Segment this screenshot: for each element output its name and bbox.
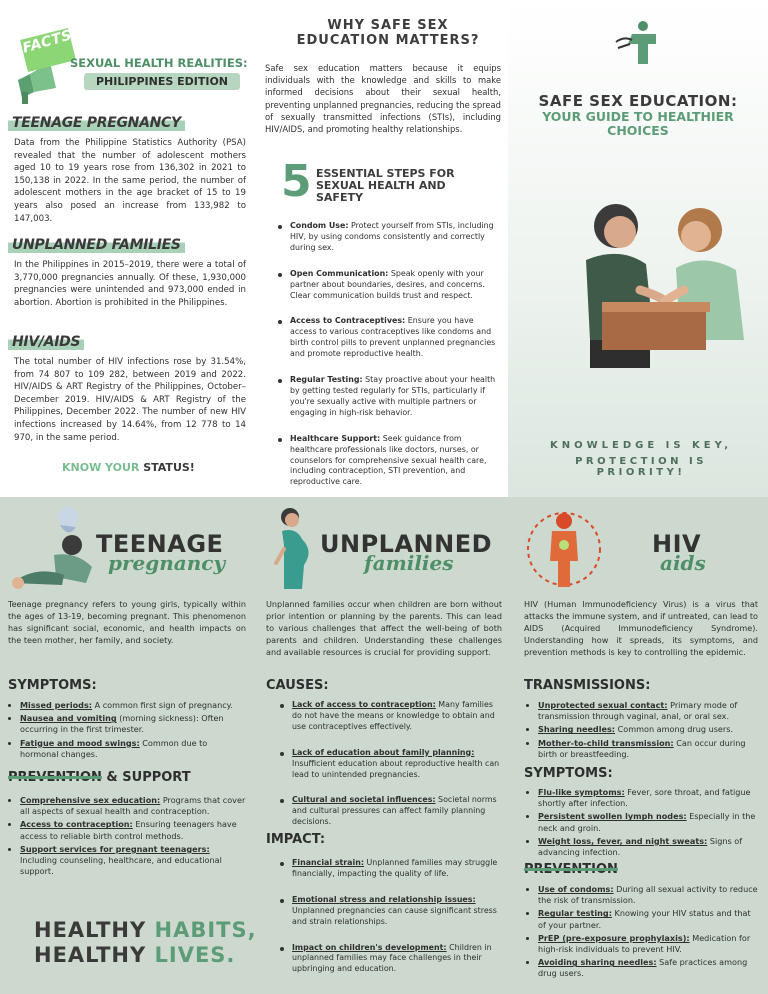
list-item bbox=[280, 895, 502, 928]
step-text: Speak openly with your partner about boundaries, desires, and concerns. Clear communication builds trust and respect. bbox=[290, 268, 485, 300]
step-text: Seek guidance from healthcare professionals like doctors, nurses, or counselors for comprehensive sexual health care, including contraception, STI prevention, and reproductive care. bbox=[290, 433, 487, 487]
list-item bbox=[280, 858, 502, 880]
item-text: Safe practices among drug users. bbox=[538, 957, 748, 979]
item-label: Missed periods: bbox=[20, 700, 93, 710]
item-text: Knowing your HIV status and that of your partner. bbox=[538, 908, 751, 930]
main-title: SAFE SEX EDUCATION: bbox=[538, 92, 738, 110]
healthy-word: HEALTHY bbox=[34, 943, 155, 967]
know-your-label: KNOW YOUR bbox=[62, 461, 144, 474]
unplanned-panel-script: families bbox=[364, 551, 454, 575]
hiv-aids-text: The total number of HIV infections rose by 31.54%, from 74 807 to 109 282, between 2019 and 2022. HIV/AIDS & ART Registry of the Philippines, October–December 2019. HIV/AIDS & ART Registry of the Philippines, December 2022. The number of new HIV infections increased by 14.64%, from 12 778 to 14 970, in the same period. bbox=[14, 357, 246, 443]
list-item bbox=[20, 844, 246, 878]
teen-pregnancy-heading: TEENAGE PREGNANCY bbox=[8, 115, 185, 131]
item-label: Unprotected sexual contact: bbox=[538, 700, 668, 710]
item-label: Lack of access to contraception: bbox=[292, 700, 436, 709]
item-text: Can occur during birth or breastfeeding. bbox=[538, 737, 746, 759]
list-item bbox=[280, 943, 502, 976]
teen-prevention-list bbox=[10, 795, 246, 879]
item-text: (morning sickness): Often occurring in the first trimester. bbox=[20, 713, 224, 735]
transmissions-list bbox=[528, 700, 760, 762]
step-label: Access to Contraceptives: bbox=[290, 316, 406, 326]
item-text: Unplanned families may struggle financially, impacting the quality of life. bbox=[292, 858, 498, 878]
healthy-habits-slogan bbox=[34, 918, 257, 968]
list-item bbox=[20, 713, 246, 735]
teen-panel-title: TEENAGE bbox=[96, 530, 224, 558]
pregnant-woman-illustration bbox=[268, 505, 318, 593]
item-text: Children in unplanned families may face challenges in their upbringing and education. bbox=[292, 942, 492, 974]
healthy-word: HEALTHY bbox=[34, 918, 155, 942]
list-item bbox=[538, 933, 760, 955]
why-heading: WHY SAFE SEX EDUCATION MATTERS? bbox=[296, 18, 480, 48]
step-item bbox=[278, 221, 500, 254]
item-text: During all sexual activity to reduce the risk of transmission. bbox=[538, 884, 758, 906]
lives-word: LIVES. bbox=[154, 943, 236, 967]
tagline-line2: PROTECTION IS PRIORITY! bbox=[575, 456, 707, 478]
habits-word: HABITS, bbox=[154, 918, 257, 942]
hiv-prevention-list bbox=[528, 884, 760, 982]
facts-badge: FACTS bbox=[20, 27, 74, 57]
teen-pregnancy-text: Data from the Philippine Statistics Authority (PSA) revealed that the number of adolescent mothers aged 10 to 19 years rose from 136,302 in 2021 to 150,138 in 2022. In the same period, the number of adolescent mothers in the age bracket of 15 to 19 years also posed an increase from 133,982 to 147,003. bbox=[14, 138, 246, 224]
support-word: & SUPPORT bbox=[101, 770, 191, 785]
list-item bbox=[538, 957, 760, 979]
list-item bbox=[20, 700, 246, 711]
item-text: Signs of advancing infection. bbox=[538, 835, 743, 858]
list-item bbox=[538, 724, 760, 735]
item-label: Sharing needles: bbox=[538, 724, 616, 735]
causes-heading: CAUSES: bbox=[266, 678, 329, 693]
impact-heading: IMPACT: bbox=[266, 832, 326, 847]
steps-list bbox=[268, 221, 500, 503]
list-item bbox=[20, 819, 246, 841]
item-text: Many families do not have the means or knowledge to obtain and use contraceptives effectively. bbox=[292, 700, 495, 731]
list-item bbox=[538, 787, 760, 809]
item-text: Primary mode of transmission through vaginal, anal, or oral sex. bbox=[538, 700, 738, 722]
item-label: Access to contraception: bbox=[20, 819, 133, 830]
unplanned-families-heading: UNPLANNED FAMILIES bbox=[8, 237, 185, 253]
item-text: Ensuring teenagers have access to reliable birth control methods. bbox=[20, 819, 237, 841]
step-item bbox=[278, 434, 500, 489]
step-item bbox=[278, 316, 500, 360]
list-item bbox=[20, 738, 246, 760]
list-item bbox=[538, 884, 760, 906]
item-label: Comprehensive sex education: bbox=[20, 795, 161, 805]
step-item bbox=[278, 269, 500, 302]
why-text: Safe sex education matters because it equips individuals with the knowledge and skills to make informed decisions about their sexual health, preventing unplanned pregnancies, reducing the spread of sexually transmitted infections (STIs), including HIV/AIDS, and promoting healthy relationships. bbox=[265, 63, 501, 135]
item-label: Use of condoms: bbox=[538, 884, 614, 894]
teen-illustration bbox=[6, 505, 98, 590]
know-your-status bbox=[62, 461, 195, 474]
item-label: Weight loss, fever, and night sweats: bbox=[538, 835, 708, 846]
step-text: Ensure you have access to various contraceptives like condoms and birth control pills to prevent unplanned pregnancies and promote reproductive health. bbox=[290, 316, 496, 359]
item-label: Avoiding sharing needles: bbox=[538, 957, 657, 968]
unplanned-families-text: In the Philippines in 2015–2019, there were a total of 3,770,000 pregnancies annually. Of these, 1,930,000 pregnancies were unintended and 973,000 ended in abortion. Abortion is prohibited in the Philippines. bbox=[14, 260, 246, 308]
item-label: PrEP (pre-exposure prophylaxis): bbox=[538, 932, 690, 943]
item-label: Impact on children's development: bbox=[292, 942, 447, 952]
step-item bbox=[278, 375, 500, 419]
philippines-edition-badge: PHILIPPINES EDITION bbox=[84, 73, 240, 90]
teen-symptoms-heading: SYMPTOMS: bbox=[8, 678, 97, 693]
transmissions-heading: TRANSMISSIONS: bbox=[524, 678, 651, 693]
immune-body-illustration bbox=[520, 505, 608, 593]
item-text: Insufficient education about reproductive health can lead to unintended pregnancies. bbox=[292, 758, 500, 779]
hiv-symptoms-heading: SYMPTOMS: bbox=[524, 766, 613, 781]
item-label: Emotional stress and relationship issues: bbox=[292, 894, 476, 904]
list-item bbox=[20, 795, 246, 817]
status-label: STATUS! bbox=[143, 461, 195, 474]
list-item bbox=[280, 700, 502, 733]
item-text: Medication for high-risk individuals to prevent HIV. bbox=[538, 932, 751, 955]
steps-heading: ESSENTIAL STEPS FOR SEXUAL HEALTH AND SAFETY bbox=[316, 167, 455, 204]
impact-list bbox=[270, 858, 502, 990]
item-label: Nausea and vomiting bbox=[20, 713, 117, 724]
step-text: Protect yourself from STIs, including HIV, by using condoms consistently and correctly during sex. bbox=[290, 221, 494, 252]
list-item bbox=[280, 795, 502, 828]
step-text: Stay proactive about your health by getting tested regularly for STIs, particularly if you're sexually active with multiple partners or engaging in high-risk behavior. bbox=[290, 375, 496, 417]
item-text: A common first sign of pregnancy. bbox=[92, 700, 233, 710]
realities-title: SEXUAL HEALTH REALITIES: bbox=[70, 56, 248, 70]
step-label: Open Communication: bbox=[290, 268, 389, 278]
tagline-line1: KNOWLEDGE IS KEY, bbox=[549, 440, 733, 451]
unplanned-panel-intro: Unplanned families occur when children are born without prior intention or planning by the parents. This can lead to various challenges that affect the well-being of both parents and children. Understanding these challenges and available resources is crucial for providing support. bbox=[266, 599, 502, 657]
item-label: Support services for pregnant teenagers: bbox=[20, 843, 210, 854]
hiv-panel-script: aids bbox=[660, 551, 706, 575]
hiv-aids-heading: HIV/AIDS bbox=[8, 334, 84, 350]
item-text: Common among drug users. bbox=[615, 724, 734, 735]
hiv-symptoms-list bbox=[528, 787, 760, 860]
item-label: Mother-to-child transmission: bbox=[538, 737, 674, 748]
item-text: Especially in the neck and groin. bbox=[538, 811, 756, 833]
health-logo-icon bbox=[612, 18, 668, 68]
item-text: Societal norms and cultural pressures can affect family planning decisions. bbox=[292, 795, 497, 827]
item-text: Programs that cover all aspects of sexual health and contraception. bbox=[20, 795, 246, 817]
item-label: Cultural and societal influences: bbox=[292, 795, 436, 805]
hiv-panel-intro: HIV (Human Immunodeficiency Virus) is a virus that attacks the immune system, and if untreated, can lead to AIDS (Acquired Immunodeficiency Syndrome). Understanding how it spreads, its symptoms, and prevention methods is key to controlling the epidemic. bbox=[524, 599, 758, 657]
item-label: Flu-like symptoms: bbox=[538, 787, 625, 797]
teen-symptoms-list bbox=[10, 700, 246, 762]
list-item bbox=[538, 738, 760, 760]
unplanned-panel-title: UNPLANNED bbox=[320, 530, 493, 558]
list-item bbox=[538, 836, 760, 858]
five-number: 5 bbox=[281, 156, 312, 207]
list-item bbox=[538, 908, 760, 930]
item-label: Persistent swollen lymph nodes: bbox=[538, 811, 687, 822]
teen-panel-script: pregnancy bbox=[108, 551, 226, 575]
hiv-prevention-heading: PREVENTION bbox=[524, 862, 618, 877]
item-text: Unplanned pregnancies can cause significant stress and strain relationships. bbox=[292, 905, 497, 926]
step-label: Regular Testing: bbox=[290, 375, 363, 385]
main-subtitle: YOUR GUIDE TO HEALTHIER CHOICES bbox=[542, 109, 734, 138]
item-text: Fever, sore throat, and fatigue shortly after infection. bbox=[538, 787, 751, 809]
teen-prevention-heading bbox=[8, 770, 191, 785]
list-item bbox=[280, 748, 502, 781]
prevention-word: PREVENTION bbox=[8, 770, 102, 785]
step-label: Condom Use: bbox=[290, 221, 349, 230]
list-item bbox=[538, 811, 760, 833]
list-item bbox=[538, 700, 760, 722]
item-text: Common due to hormonal changes. bbox=[20, 737, 208, 759]
step-label: Healthcare Support: bbox=[290, 433, 381, 443]
teen-panel-intro: Teenage pregnancy refers to young girls, typically within the ages of 13-19, becoming pregnant. This phenomenon has significant social, economic, and health impacts on the teen mother, her family, and society. bbox=[8, 599, 246, 645]
causes-list bbox=[270, 700, 502, 843]
item-label: Financial strain: bbox=[292, 858, 364, 867]
counseling-illustration bbox=[580, 190, 750, 370]
hiv-panel-title: HIV bbox=[652, 530, 702, 558]
item-label: Regular testing: bbox=[538, 908, 612, 919]
item-label: Lack of education about family planning: bbox=[292, 747, 475, 757]
item-label: Fatigue and mood swings: bbox=[20, 737, 140, 748]
item-text: Including counseling, healthcare, and educational support. bbox=[20, 855, 222, 877]
